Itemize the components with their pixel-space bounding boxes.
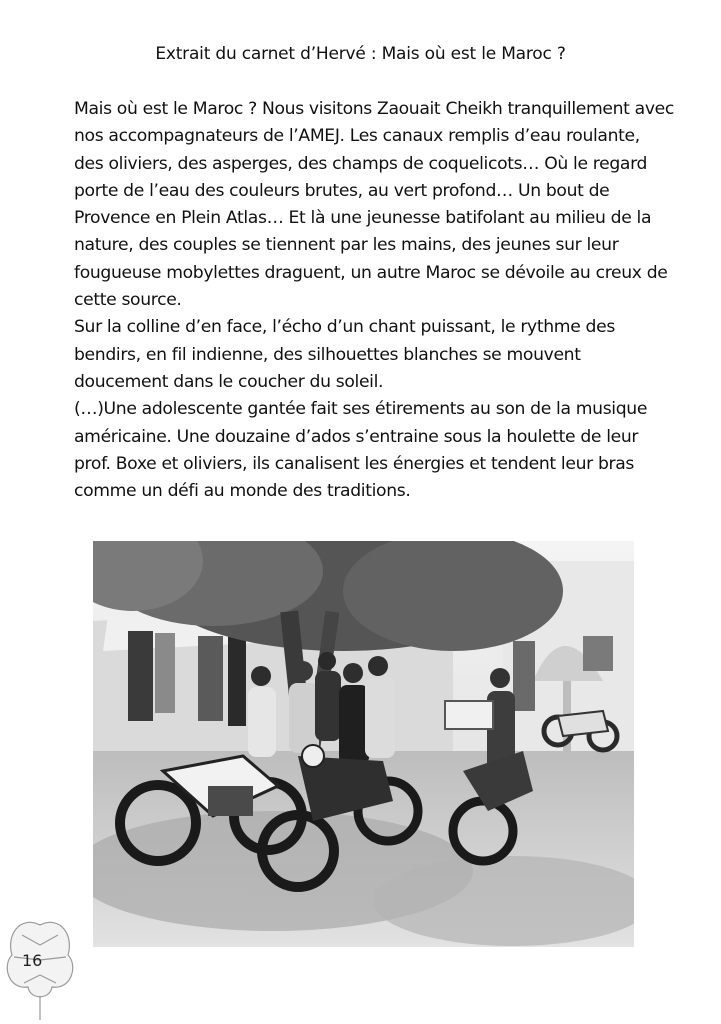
paragraph-1: Mais où est le Maroc ? Nous visitons Zaouait Cheikh tranquillement avec nos accompagnateurs de l’AMEJ. Les canaux remplis d’eau roulante, des oliviers, des asperges, des champs de coquelicots… Où le regard porte de l’eau des couleurs brutes, au vert profond… Un bout de Provence en Plein Atlas… Et là une jeunesse batifolant au milieu de la nature, des couples se tiennent par les mains, des jeunes sur leur fougueuse mobylettes draguent, un autre Maroc se dévoile au creux de cette source. [74,99,674,311]
page-number: 16 [22,951,43,970]
paragraph-2: Sur la colline d’en face, l’écho d’un chant puissant, le rythme des bendirs, en fil indienne, des silhouettes blanches se mouvent doucement dans le coucher du soleil. [74,317,615,392]
article-body [74,96,674,505]
page-title: Extrait du carnet d’Hervé : Mais où est le Maroc ? [155,44,566,64]
paragraph-3: (…)Une adolescente gantée fait ses étirements au son de la musique américaine. Une douzaine d’ados s’entraine sous la houlette de leur prof. Boxe et oliviers, ils canalisent les énergies et tendent leur bras comme un défi au monde des traditions. [74,399,648,502]
group-photo-motorcycles [93,541,634,947]
photo-illustration [93,541,634,947]
